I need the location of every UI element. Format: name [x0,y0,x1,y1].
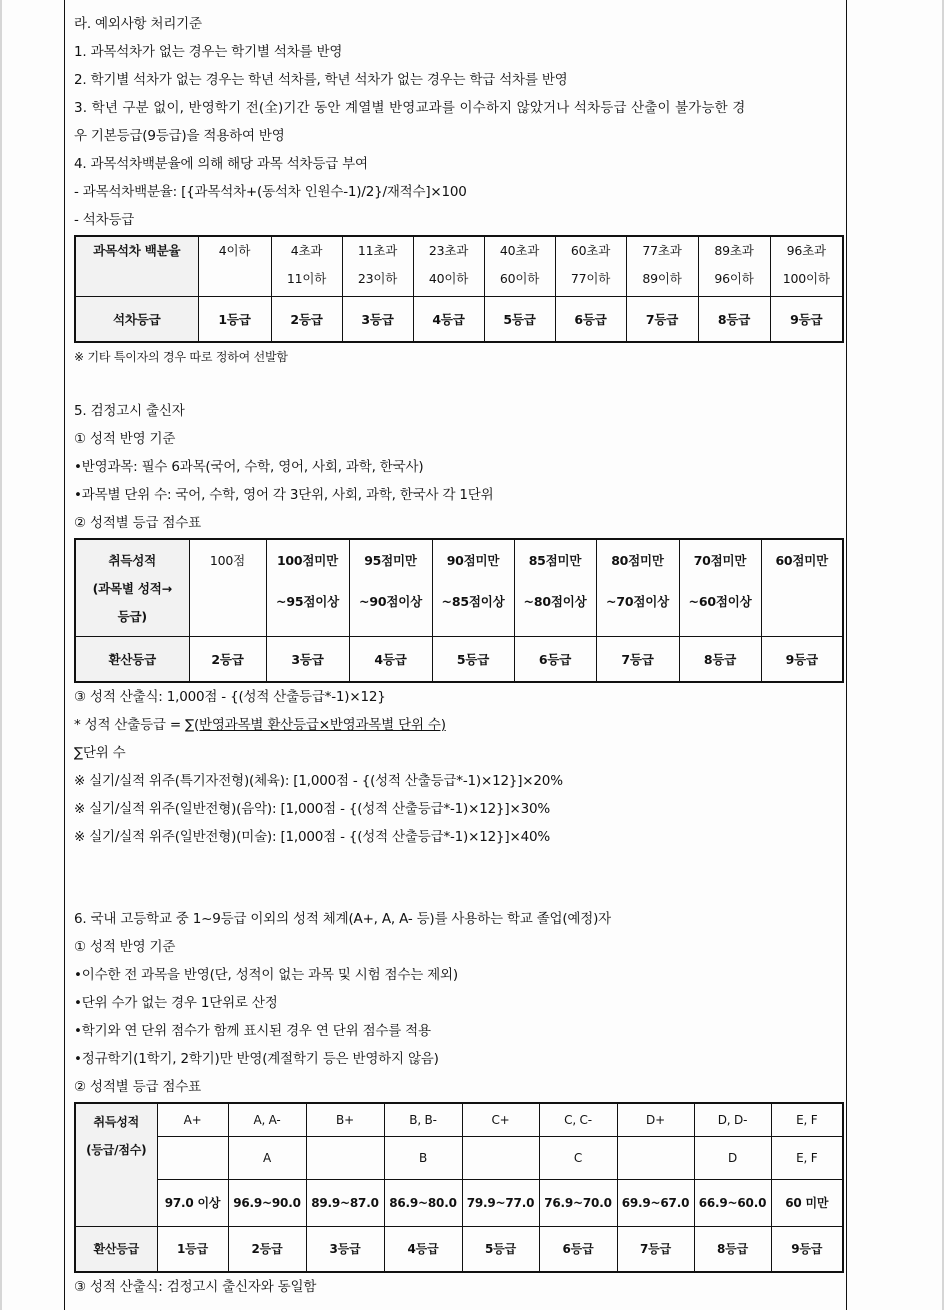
grade-cell: 7등급 [596,636,679,682]
letter-sub-cell [306,1136,384,1179]
ged-formula: ③ 성적 산출식: 1,000점 - {(성적 산출등급*-1)×12} [74,689,386,705]
footnote-denominator: ∑단위 수 [74,745,126,761]
letter-cell: A, A- [228,1103,306,1136]
score-cell: 100점 [189,539,266,636]
rule-item: 3. 학년 구분 없이, 반영학기 전(全)기간 동안 계열별 반영교과를 이수하지 않았거나 석차등급 산출이 불가능한 경 [74,100,746,116]
percentile-formula: - 과목석차백분율: [{과목석차+(동석차 인원수-1)/2}/재적수]×100 [74,184,467,200]
letter-grade-formula: ③ 성적 산출식: 검정고시 출신자와 동일함 [74,1279,317,1295]
bullet-item: •반영과목: 필수 6과목(국어, 수학, 영어, 사회, 과학, 한국사) [74,459,424,475]
rule-item-continued: 우 기본등급(9등급)을 적용하여 반영 [74,128,285,144]
grade-cell: 8등급 [698,296,770,342]
score-range-cell: 89.9~87.0 [306,1179,384,1226]
percentile-cell: 77초과 89이하 [626,236,698,296]
letter-cell: E, F [771,1103,843,1136]
document-content [74,10,842,1301]
percentile-cell: 89초과 96이하 [698,236,770,296]
practical-note: ※ 실기/실적 위주(일반전형)(미술): [1,000점 - {(성적 산출등급*-1)×12}]×40% [74,829,550,845]
section-5-sub2: ② 성적별 등급 점수표 [74,515,201,531]
table-header-letter-score: 취득성적 (등급/점수) [75,1103,157,1226]
spacer [74,371,842,397]
score-range-cell: 76.9~70.0 [539,1179,617,1226]
bullet-item: •과목별 단위 수: 국어, 수학, 영어 각 3단위, 사회, 과학, 한국사 각 1단위 [74,487,494,503]
footnote-numerator: ∑(반영과목별 환산등급×반영과목별 단위 수) [185,717,446,733]
letter-sub-cell: E, F [771,1136,843,1179]
letter-sub-cell: A [228,1136,306,1179]
score-cell: 60점미만 [761,539,843,636]
letter-sub-cell: B [384,1136,462,1179]
percentile-cell: 23초과 40이하 [413,236,484,296]
grade-cell: 8등급 [679,636,761,682]
section-6-title: 6. 국내 고등학교 중 1~9등급 이외의 성적 체계(A+, A, A- 등)를 사용하는 학교 졸업(예정)자 [74,911,611,927]
footnote-prefix: * 성적 산출등급 = [74,717,186,733]
practical-note: ※ 실기/실적 위주(특기자전형)(체육): [1,000점 - {(성적 산출등급*-1)×12}]×20% [74,773,563,789]
grade-cell: 3등급 [342,296,413,342]
letter-sub-cell: C [539,1136,617,1179]
grade-cell: 7등급 [626,296,698,342]
bullet-item: •단위 수가 없는 경우 1단위로 산정 [74,995,278,1011]
score-cell: 100점미만 ~95점이상 [266,539,349,636]
letter-sub-cell [617,1136,694,1179]
score-cell: 70점미만 ~60점이상 [679,539,761,636]
grade-cell: 4등급 [384,1226,462,1272]
rank-grade-label: - 석차등급 [74,212,135,228]
grade-cell: 1등급 [198,296,271,342]
grade-cell: 3등급 [306,1226,384,1272]
grade-cell: 3등급 [266,636,349,682]
percentile-cell: 11초과 23이하 [342,236,413,296]
percentile-cell: 96초과 100이하 [770,236,843,296]
score-cell: 90점미만 ~85점이상 [432,539,514,636]
letter-cell: B+ [306,1103,384,1136]
score-range-cell: 69.9~67.0 [617,1179,694,1226]
percentile-cell: 40초과 60이하 [484,236,555,296]
ged-formula-footnote [74,711,842,739]
grade-cell: 2등급 [189,636,266,682]
section-6-sub2: ② 성적별 등급 점수표 [74,1079,201,1095]
bullet-item: •학기와 연 단위 점수가 함께 표시된 경우 연 단위 점수를 적용 [74,1023,431,1039]
spacer [74,851,842,905]
section-5-sub1: ① 성적 반영 기준 [74,431,176,447]
score-range-cell: 96.9~90.0 [228,1179,306,1226]
grade-cell: 9등급 [770,296,843,342]
letter-cell: B, B- [384,1103,462,1136]
bullet-item: •정규학기(1학기, 2학기)만 반영(계절학기 등은 반영하지 않음) [74,1051,439,1067]
ged-grade-table [74,538,844,683]
letter-sub-cell: D [694,1136,771,1179]
grade-cell: 6등급 [539,1226,617,1272]
grade-cell: 5등급 [484,296,555,342]
grade-cell: 9등급 [771,1226,843,1272]
rule-item: 1. 과목석차가 없는 경우는 학기별 석차를 반영 [74,44,343,60]
grade-cell: 2등급 [271,296,342,342]
score-range-cell: 86.9~80.0 [384,1179,462,1226]
table-header-converted-grade: 환산등급 [75,1226,157,1272]
letter-cell: C, C- [539,1103,617,1136]
section-5-title: 5. 검정고시 출신자 [74,403,185,419]
score-cell: 95점미만 ~90점이상 [349,539,432,636]
practical-note: ※ 실기/실적 위주(일반전형)(음악): [1,000점 - {(성적 산출등급*-1)×12}]×30% [74,801,550,817]
percentile-cell: 4초과 11이하 [271,236,342,296]
table-header-score: 취득성적 (과목별 성적→ 등급) [75,539,189,636]
letter-cell: C+ [462,1103,539,1136]
table-header-converted-grade: 환산등급 [75,636,189,682]
grade-cell: 1등급 [157,1226,228,1272]
page-edge-left [0,0,2,1310]
grade-cell: 8등급 [694,1226,771,1272]
percentile-cell: 60초과 77이하 [555,236,626,296]
grade-cell: 2등급 [228,1226,306,1272]
bullet-item: •이수한 전 과목을 반영(단, 성적이 없는 과목 및 시험 점수는 제외) [74,967,458,983]
letter-grade-table [74,1102,844,1273]
grade-cell: 7등급 [617,1226,694,1272]
letter-sub-cell [157,1136,228,1179]
section-6-sub1: ① 성적 반영 기준 [74,939,176,955]
score-cell: 80점미만 ~70점이상 [596,539,679,636]
score-range-cell: 66.9~60.0 [694,1179,771,1226]
section-ra-title: 라. 예외사항 처리기준 [74,16,202,32]
letter-cell: A+ [157,1103,228,1136]
letter-cell: D, D- [694,1103,771,1136]
grade-cell: 9등급 [761,636,843,682]
score-range-cell: 79.9~77.0 [462,1179,539,1226]
percentile-cell: 4이하 [198,236,271,296]
grade-cell: 5등급 [462,1226,539,1272]
letter-sub-cell [462,1136,539,1179]
grade-cell: 6등급 [514,636,596,682]
score-range-cell: 60 미만 [771,1179,843,1226]
grade-cell: 4등급 [349,636,432,682]
rank-grade-table [74,235,844,343]
table-header-rank-grade: 석차등급 [75,296,198,342]
special-case-note: ※ 기타 특이자의 경우 따로 정하여 선발함 [74,350,288,364]
grade-cell: 6등급 [555,296,626,342]
table-header-percentile: 과목석차 백분율 [75,236,198,296]
rule-item: 2. 학기별 석차가 없는 경우는 학년 석차를, 학년 석차가 없는 경우는 학급 석차를 반영 [74,72,568,88]
grade-cell: 4등급 [413,296,484,342]
score-range-cell: 97.0 이상 [157,1179,228,1226]
rule-item: 4. 과목석차백분율에 의해 해당 과목 석차등급 부여 [74,156,368,172]
score-cell: 85점미만 ~80점이상 [514,539,596,636]
grade-cell: 5등급 [432,636,514,682]
letter-cell: D+ [617,1103,694,1136]
